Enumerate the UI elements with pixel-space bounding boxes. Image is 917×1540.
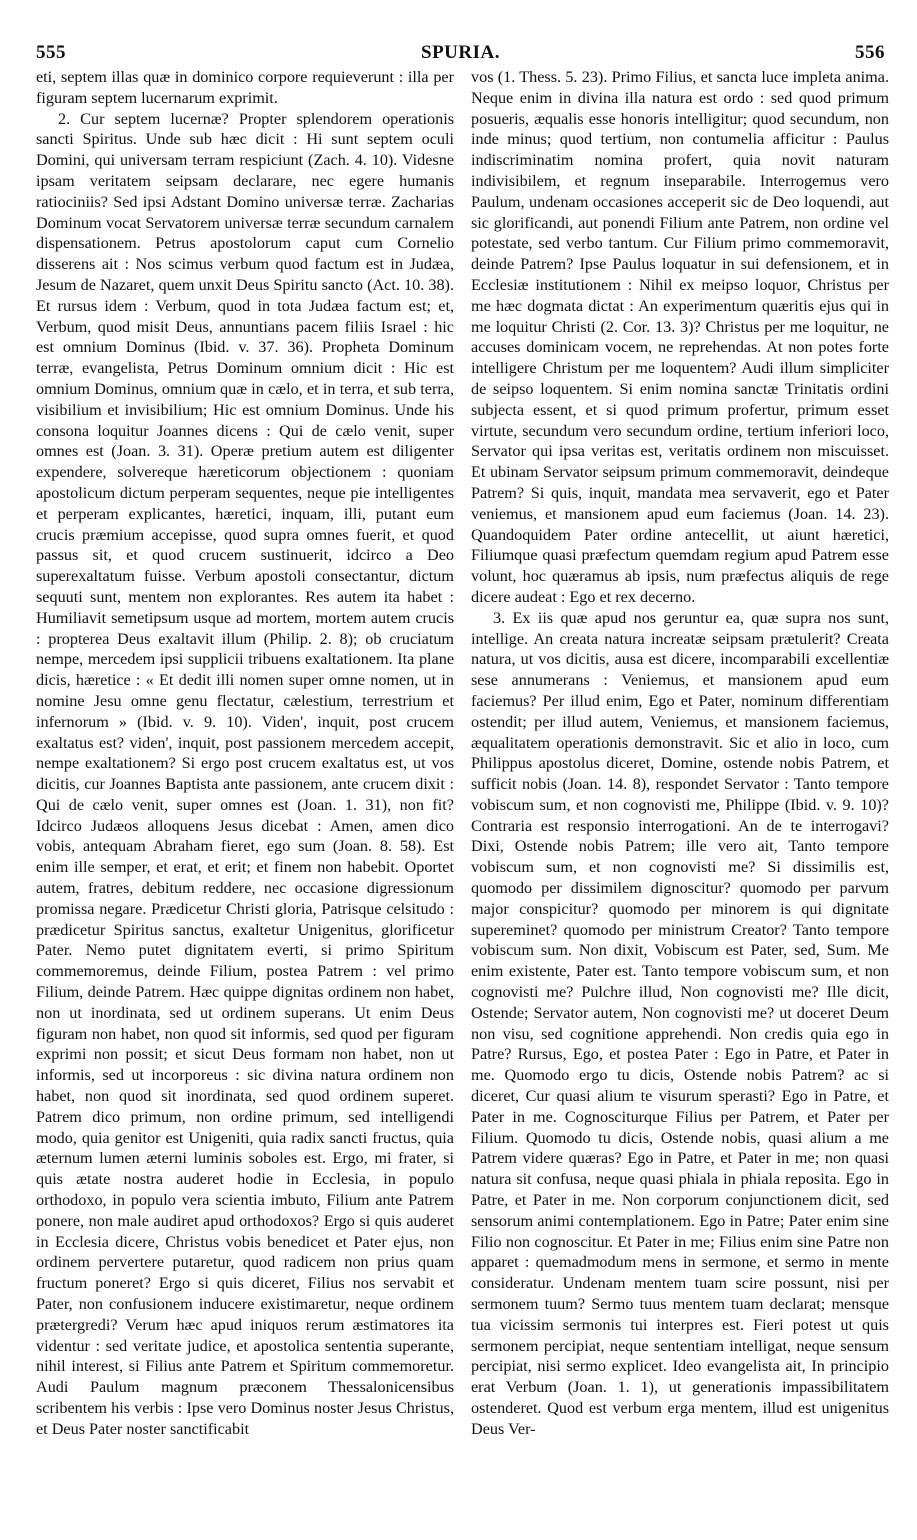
page-number-right: 556 bbox=[855, 42, 885, 63]
page-number-left: 555 bbox=[36, 42, 66, 63]
right-paragraph-1: vos (1. Thess. 5. 23). Primo Filius, et sancta luce impleta anima. Neque enim in divina illa natura est ordo : sed quod primum posueris, æqualis esse honoris intelligitur; quod secundum, non inde minus; quod tertium, non contumelia afficitur : Paulus indiscriminatim nomina profert, quia novit naturam indivisibilem, et regnum inseparabile. Interrogemus vero Paulum, undenam occasiones acceperit sic de Deo loquendi, aut sic glorificandi, aut ponendi Filium ante Patrem, non ordine vel potestate, sed verbo tantum. Cur Filium primo commemoravit, deinde Patrem? Ipse Paulus loquatur in sui defensionem, et in Ecclesiæ institutionem : Nihil ex meipso loquor, Christus per me hæc dogmata dictat : An experimentum quæritis ejus qui in me loquitur Christi (2. Cor. 13. 3)? Christus per me loquitur, ne accuses dominicam vocem, ne reprehendas. At non potes forte intelligere Christum per me loquentem? Audi illum simpliciter de seipso loquentem. Si enim nomina sanctæ Trinitatis ordini subjecta essent, et si quod primum profertur, primum esset virtute, secundum vero secundum ordine, tertium inferiori loco, Servator qui ipsa veritas est, veritatis ordinem non miscuisset. Et ubinam Servator seipsum primum commemoravit, deindeque Patrem? Si quis, inquit, mandata mea servaverit, ego et Pater veniemus, et mansionem apud eum faciemus (Joan. 14. 23). Quandoquidem Pater ordine antecellit, ut aiunt hæretici, Filiumque quasi præfectum quemdam regium apud Patrem esse volunt, hoc quæramus ab ipsis, num præfectus aliquis de rege dicere audeat : Ego et rex decerno. bbox=[471, 68, 889, 606]
left-paragraph-2: 2. Cur septem lucernæ? Propter splendorem operationis sancti Spiritus. Unde sub hæc dicit : Hi sunt septem oculi Domini, qui universam terram respiciunt (Zach. 4. 10). Videsne ipsam veritatem seipsam declarare, nec egere humanis ratiociniis? Sed ipsi Adstant Domino universæ terræ. Zacharias Dominum vocat Servatorem universæ terræ secundum carnalem dispensationem. Petrus apostolorum caput cum Cornelio disserens ait : Nos scimus verbum quod factum est in Judæa, Jesum de Nazaret, quem unxit Deus Spiritu sancto (Act. 10. 38). Et rursus idem : Verbum, quod in tota Judæa factum est; et, Verbum, quod misit Deus, annuntians pacem filiis Israel : hic est omnium Dominus (Ibid. v. 37. 36). Propheta Dominum terræ, evangelista, Petrus Dominum omnium dicit : Hic est omnium Dominus, omnium quæ in cælo, et in terra, et sub terra, visibilium et invisibilium; Hic est omnium Dominus. Unde his consona loquitur Joannes dicens : Qui de cælo venit, super omnes est (Joan. 3. 31). Operæ pretium autem est diligenter expendere, solvereque hæreticorum objectionem : quoniam apostolicum dictum perperam sequentes, neque pie intelligentes et perperam explicantes, hæretici, inquam, illi, putant eum crucis præmium accepisse, quod supra omnes fuerit, et quod passus sit, et quod crucem sustinuerit, idcirco a Deo superexaltatum fuisse. Verbum apostoli consectantur, dictum sequuti sunt, mentem non explorantes. Res autem ita habet : Humiliavit semetipsum usque ad mortem, mortem autem crucis : propterea Deus exaltavit illum (Philip. 2. 8); ob cruciatum nempe, mercedem ipsi supplicii tribuens exaltationem. Ita plane dicis, hæretice : « Et dedit illi nomen super omne nomen, ut in nomine Jesu omne genu flectatur, cælestium, terrestrium et infernorum » (Ibid. v. 9. 10). Viden', inquit, post crucem exaltatus est? viden', inquit, post passionem mercedem accepit, nempe exaltationem? Si ergo post crucem exaltatus est, ut vos dicitis, cur Joannes Baptista ante passionem, ante crucem dixit : Qui de cælo venit, super omnes est (Joan. 1. 31), non fit? Idcirco Judæos alloquens Jesus dicebat : Amen, amen dico vobis, antequam Abraham fieret, ego sum (Joan. 8. 58). Est enim ille semper, et erat, et erit; et finem non habebit. Oportet autem, fratres, debitum reddere, nec occasione digressionum promissa negare. Prædicetur Christi gloria, Patrisque celsitudo : prædicetur Spiritus sanctus, exaltetur Unigenitus, glorificetur Pater. Nemo putet dignitatem everti, si primo Spiritum commemoremus, deinde Filium, postea Patrem : vel primo Filium, deinde Patrem. Hæc quippe dignitas ordinem non habet, non ut inordinata, sed ut ordinem superans. Ut enim Deus figuram non habet, non quod sit informis, sed quod per figuram exprimi non possit; et sicut Deus formam non habet, non ut informis, sed ut incorporeus : sic divina natura ordinem non habet, non quod sit inordinata, sed quod ordinem superet. Patrem dico primum, non ordine primum, sed intelligendi modo, quia genitor est Unigeniti, quia radix sancti fructus, quia æternum lumen æterni luminis soboles est. Ergo, mi frater, si quis ætate nostra auderet hodie in Ecclesia, in populo orthodoxo, in populo vera scientia imbuto, Filium ante Patrem ponere, non male audiret apud orthodoxos? Ergo si quis auderet in Ecclesia dicere, Christus vobis benedicet et Pater ejus, non ordinem pervertere putaretur, quod radicem non prius quam fructum poneret? Ergo si quis diceret, Filius nos servabit et Pater, non confusionem inducere existimaretur, neque ordinem prætergredi? Verum hæc apud iniquos rerum æstimatores ita videntur : sed veritate judice, et apostolica sententia superante, nihil interest, si Filius ante Patrem et Spiritum commemoretur. Audi Paulum magnum præconem Thessalonicensibus scribentem his verbis : Ipse vero Dominus noster Jesus Christus, et Deus Pater noster sanctificabit bbox=[36, 109, 454, 1438]
left-column bbox=[36, 67, 454, 1440]
right-paragraph-2: 3. Ex iis quæ apud nos geruntur ea, quæ supra nos sunt, intellige. An creata natura increatæ seipsam prætulerit? Creata natura, ut vos dicitis, ausa est dicere, incomparabili excellentiæ sese annumerans : Veniemus, et mansionem apud eum faciemus? Per illud enim, Ego et Pater, nominum differentiam ostendit; per illud autem, Veniemus, et mansionem faciemus, æqualitatem operationis demonstravit. Sic et alio in loco, cum Philippus apostolus diceret, Domine, ostende nobis Patrem, et sufficit nobis (Joan. 14. 8), respondet Servator : Tanto tempore vobiscum sum, et non cognovisti me, Philippe (Ibid. v. 9. 10)? Contraria est responsio interrogationi. An de te interrogavi? Dixi, Ostende nobis Patrem; ille vero ait, Tanto tempore vobiscum sum, et non cognovisti me? Si dissimilis est, quomodo per dissimilem dignoscitur? quomodo per parvum major conspicitur? quomodo per minorem is qui dignitate supereminet? quomodo per ministrum Creator? Tanto tempore vobiscum sum. Non dixit, Vobiscum est Pater, sed, Sum. Me enim existente, Pater est. Tanto tempore vobiscum sum, et non cognovisti me? Pulchre illud, Non cognovisti me? Ille dicit, Ostende; Servator autem, Non cognovisti me? ut doceret Deum non visu, sed cognitione apprehendi. Non credis quia ego in Patre? Rursus, Ego, et postea Pater : Ego in Patre, et Pater in me. Quomodo ergo tu dicis, Ostende nobis Patrem? ac si diceret, Cur quasi alium te visurum sperasti? Ego in Patre, et Pater in me. Cognosciturque Filius per Patrem, et Pater per Filium. Quomodo tu dicis, Ostende nobis, quasi alium a me Patrem videre quæras? Ego in Patre, et Pater in me; non quasi natura sit confusa, neque quasi phiala in phiala reposita. Ego in Patre, et Pater in me. Non corporum conjunctionem dicit, sed sensorum animi contemplationem. Ego in Patre; Pater enim sine Filio non cognoscitur. Et Pater in me; Filius enim sine Patre non apparet : quemadmodum mens in sermone, et sermo in mente consideratur. Undenam mentem tuam scire possunt, nisi per sermonem tuum? Sermo tuus mentem tuam declarat; mensque tua vicissim sermonis tui interpres est. Fieri potest ut quis sermonem percipiat, neque sententiam intelligat, neque sensum percipiat, nisi sermo explicet. Ideo evangelista ait, In principio erat Verbum (Joan. 1. 1), ut generationis impassibilitatem ostenderet. Quod est verbum erga mentem, illud est unigenitus Deus Ver- bbox=[471, 608, 889, 1438]
page-header bbox=[36, 42, 885, 68]
running-title: SPURIA. bbox=[421, 42, 500, 63]
right-column bbox=[471, 67, 889, 1440]
left-paragraph-1: eti, septem illas quæ in dominico corpore requieverunt : illa per figuram septem lucernarum exprimit. bbox=[36, 68, 454, 107]
